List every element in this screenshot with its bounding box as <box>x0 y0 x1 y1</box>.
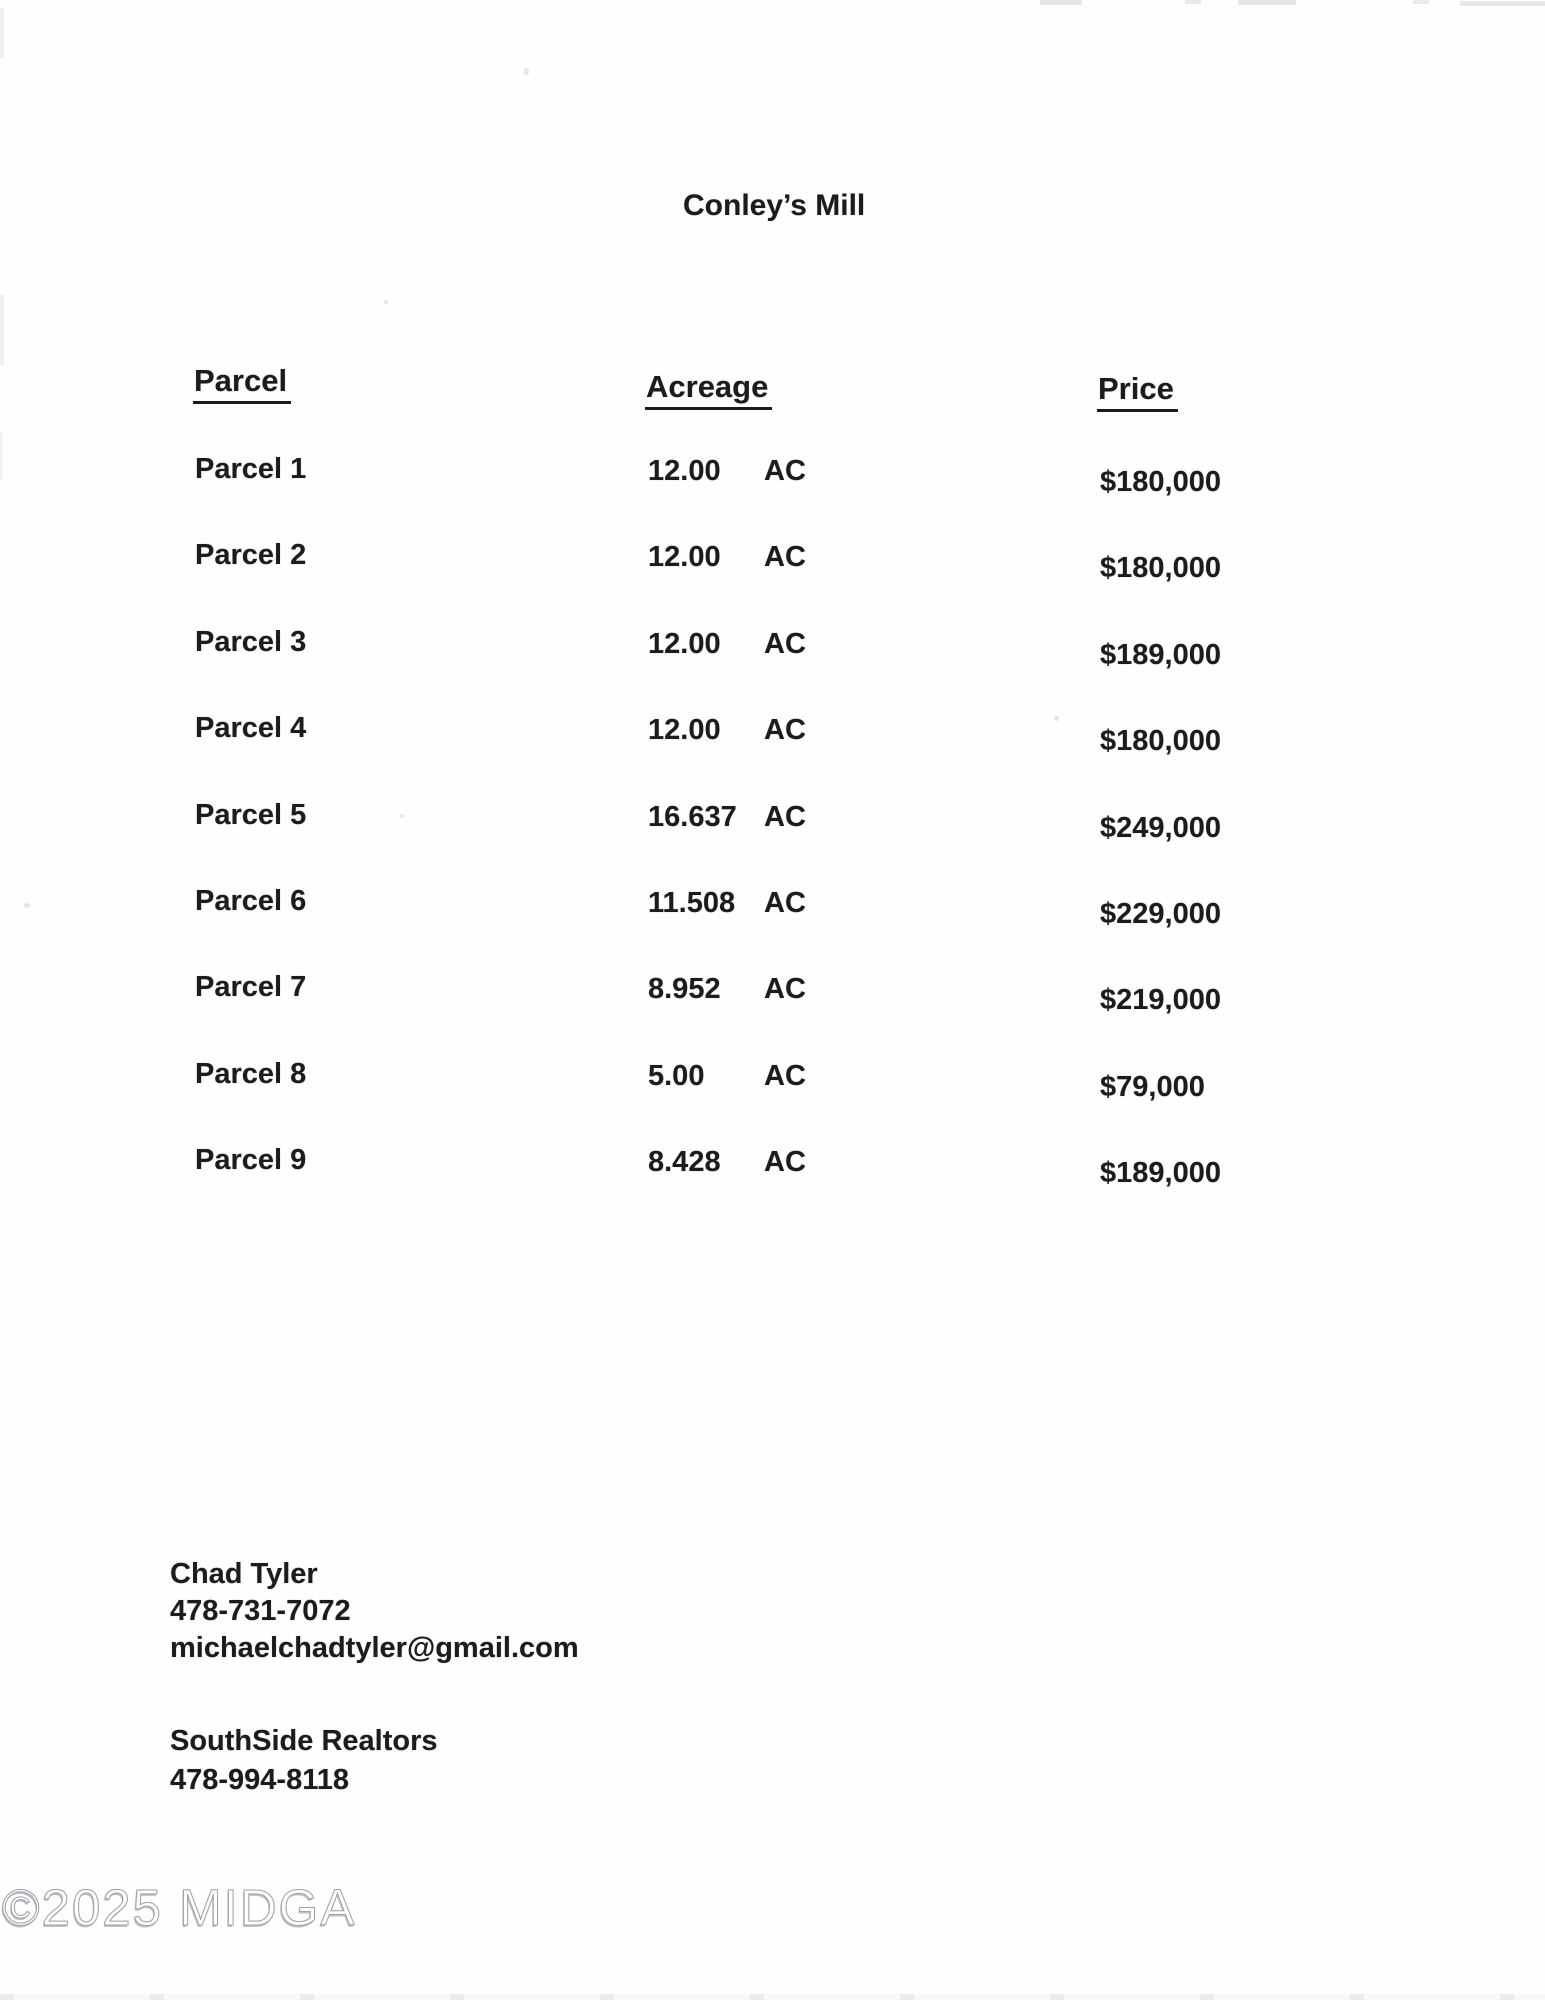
price-cell: $229,000 <box>1100 897 1221 930</box>
brokerage-name: SouthSide Realtors <box>170 1725 438 1757</box>
table-row <box>0 885 1545 971</box>
acreage-value: 8.952 <box>648 973 721 1006</box>
page-title: Conley’s Mill <box>683 189 866 222</box>
parcel-cell: Parcel 2 <box>195 539 307 572</box>
scan-speck <box>524 68 529 75</box>
column-header-parcel-label: Parcel <box>193 363 291 404</box>
acreage-unit: AC <box>764 627 806 660</box>
brokerage-phone: 478-994-8118 <box>170 1764 349 1796</box>
scan-artifact <box>0 1994 1545 2000</box>
acreage-unit: AC <box>764 973 806 1006</box>
agent-contact-block <box>170 1556 579 1667</box>
acreage-value: 12.00 <box>648 541 721 574</box>
scan-artifact <box>1238 0 1296 5</box>
scan-artifact <box>1185 0 1201 4</box>
price-cell: $79,000 <box>1100 1070 1205 1103</box>
acreage-cell <box>648 455 806 488</box>
agent-name: Chad Tyler <box>170 1558 318 1590</box>
acreage-value: 12.00 <box>648 627 721 660</box>
acreage-unit: AC <box>764 886 806 919</box>
acreage-cell <box>648 973 806 1006</box>
acreage-cell <box>648 714 806 747</box>
parcel-cell: Parcel 5 <box>195 798 307 831</box>
parcel-cell: Parcel 7 <box>195 971 307 1004</box>
acreage-cell <box>648 887 806 920</box>
brokerage-contact-block <box>170 1722 438 1800</box>
table-row <box>0 1144 1545 1230</box>
price-cell: $189,000 <box>1100 1157 1221 1190</box>
acreage-cell <box>648 1146 806 1179</box>
parcel-cell: Parcel 1 <box>195 453 307 485</box>
table-row <box>0 712 1545 798</box>
parcel-table <box>0 453 1545 1231</box>
column-header-price-label: Price <box>1097 371 1178 412</box>
table-row <box>0 1058 1545 1144</box>
parcel-cell: Parcel 6 <box>195 884 307 917</box>
column-header-acreage <box>646 369 772 410</box>
copyright-watermark: ©2025 MIDGA <box>2 1879 357 1936</box>
scan-artifact <box>0 295 4 365</box>
acreage-unit: AC <box>764 541 806 574</box>
acreage-value: 11.508 <box>648 886 736 919</box>
acreage-value: 8.428 <box>648 1146 721 1179</box>
scan-speck <box>384 300 388 304</box>
acreage-value: 16.637 <box>648 800 737 833</box>
scan-artifact <box>1040 0 1082 5</box>
acreage-value: 5.00 <box>648 1059 705 1092</box>
acreage-unit: AC <box>764 800 806 833</box>
price-cell: $180,000 <box>1100 552 1221 585</box>
column-header-acreage-label: Acreage <box>645 369 772 410</box>
acreage-unit: AC <box>764 455 806 487</box>
acreage-cell <box>648 541 806 574</box>
parcel-cell: Parcel 3 <box>195 625 307 658</box>
price-cell: $180,000 <box>1100 725 1221 758</box>
price-cell: $180,000 <box>1100 466 1221 498</box>
scan-artifact <box>1460 1 1545 6</box>
price-cell: $219,000 <box>1100 984 1221 1017</box>
parcel-cell: Parcel 8 <box>195 1057 307 1090</box>
acreage-unit: AC <box>764 1146 806 1179</box>
table-row <box>0 539 1545 625</box>
price-cell: $189,000 <box>1100 638 1221 671</box>
price-cell: $249,000 <box>1100 811 1221 844</box>
table-row <box>0 626 1545 712</box>
table-row <box>0 453 1545 539</box>
acreage-unit: AC <box>764 1059 806 1092</box>
acreage-unit: AC <box>764 714 806 747</box>
acreage-cell <box>648 628 806 661</box>
scan-artifact <box>0 8 4 58</box>
column-header-price <box>1098 371 1178 412</box>
parcel-cell: Parcel 9 <box>195 1144 307 1177</box>
table-row <box>0 799 1545 885</box>
acreage-value: 12.00 <box>648 455 721 487</box>
table-row <box>0 971 1545 1057</box>
agent-phone: 478-731-7072 <box>170 1595 351 1627</box>
acreage-cell <box>648 801 806 834</box>
acreage-value: 12.00 <box>648 714 721 747</box>
acreage-cell <box>648 1060 806 1093</box>
parcel-cell: Parcel 4 <box>195 712 307 745</box>
column-header-parcel <box>194 363 291 404</box>
agent-email: michaelchadtyler@gmail.com <box>170 1632 579 1664</box>
scan-artifact <box>1413 0 1429 4</box>
